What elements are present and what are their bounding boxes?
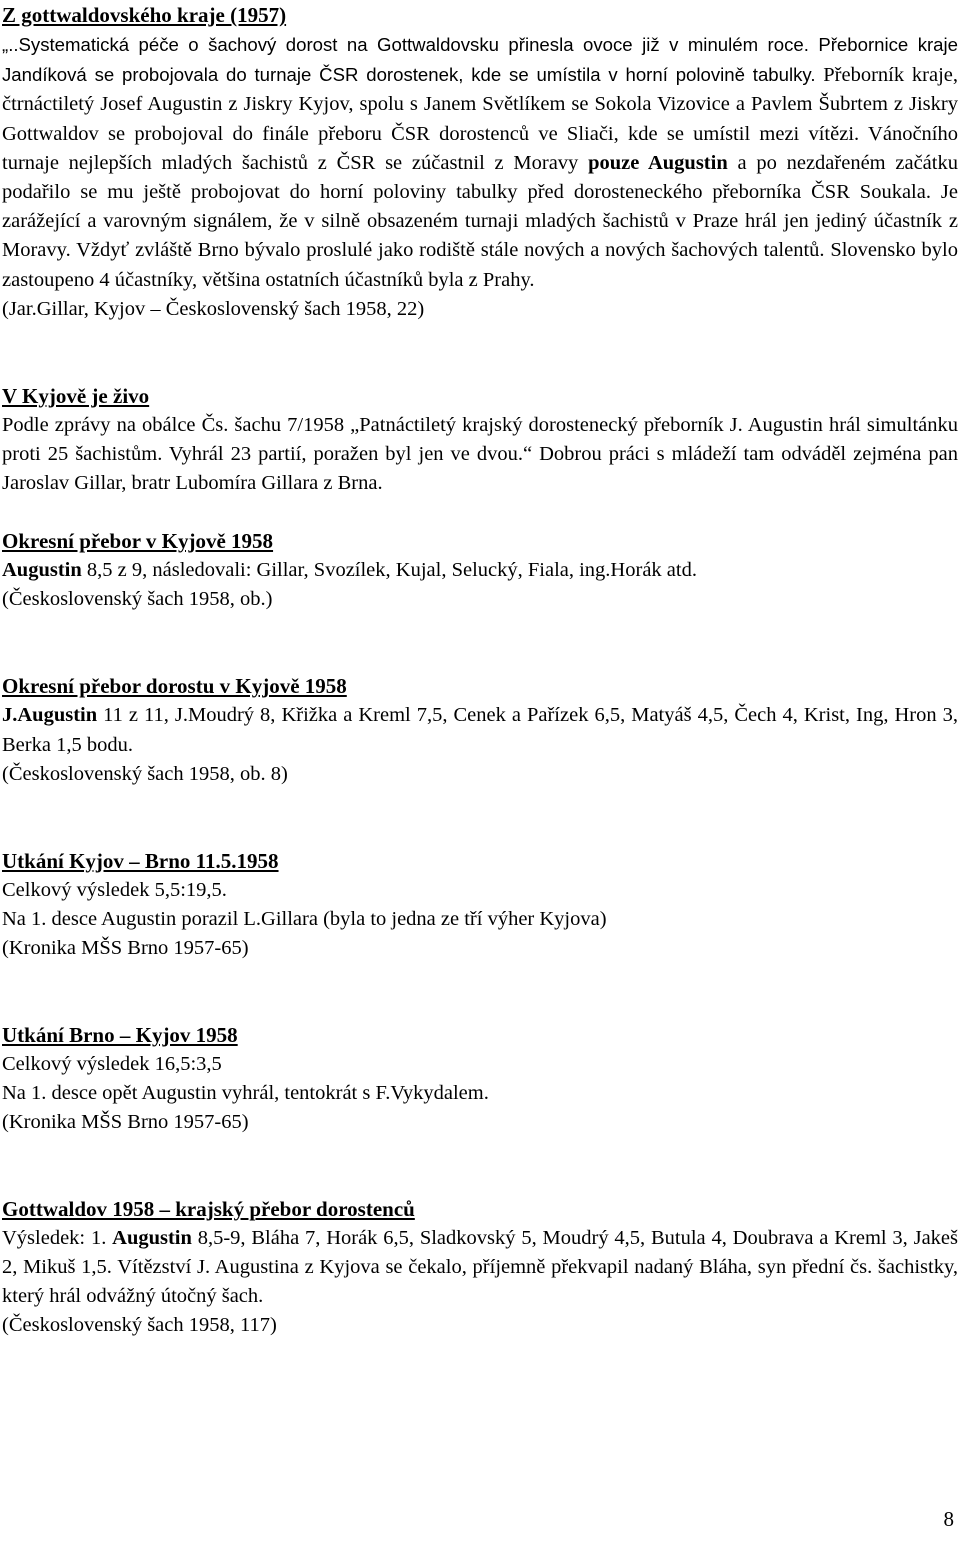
winner-name: Augustin [2, 559, 82, 582]
result-line: Na 1. desce opět Augustin vyhrál, tentokrát s F.Vykydalem. [2, 1081, 489, 1104]
paragraph-text: Je zarážející a varovným signálem, že v silně obsazeném turnaji mladých šachistů v Praze hrál jen jediný účastník z Moravy. Vždyť zvláště Brno bývalo proslulé jako rodiště stále nových a nových šachových talentů. Slovensko bylo zastoupeno 4 účastníky, většina ostatních účastníků byla z Prahy. [2, 181, 958, 291]
paragraph-text: Vánočního turnaje nejlepších mladých šachistů z ČSR se zúčastnil z Moravy [2, 122, 958, 174]
result-line: Celkový výsledek 5,5:19,5. [2, 878, 227, 901]
source-citation: (Československý šach 1958, ob.) [2, 588, 273, 611]
section-title: Okresní přebor dorostu v Kyjově 1958 [2, 674, 347, 699]
spacer [2, 614, 958, 672]
spacer [2, 963, 958, 1021]
section-title: Utkání Brno – Kyjov 1958 [2, 1022, 238, 1047]
spacer [2, 324, 958, 382]
section-okresni-prebor [2, 527, 958, 614]
section-kyjov-brno [2, 847, 958, 963]
result-text: 8,5-9, Bláha 7, Horák 6,5, Sladkovský 5, Moudrý 4,5, Butula 4, Doubrava a Kreml 3, Jakeš 2, Mikuš 1,5. Vítězství J. Augustina z Kyjova se čekalo, příjemně překvapil nadaný Bláha, syn přední čs. šachistky, který hrál odvážný útočný šach. [2, 1226, 958, 1308]
paragraph-text: Přeborník kraje, čtrnáctiletý Josef Augustin z Jiskry Kyjov, spolu s Janem Světlíkem se Sokola Vizovice a Pavlem Šubrtem z Jiskry Gottwaldov se probojoval do finále přeboru ČSR dorostenců ve Sliači, kde se umístil mezi vítězi. [2, 64, 959, 145]
section-brno-kyjov [2, 1021, 958, 1137]
winner-name: Augustin [112, 1226, 192, 1249]
result-paragraph [2, 1224, 958, 1312]
result-line [2, 556, 958, 585]
section-title: Gottwaldov 1958 – krajský přebor dorostenců [2, 1196, 415, 1221]
section-okresni-prebor-dorostu [2, 672, 958, 788]
paragraph-text: a po nezdařeném začátku podařilo se mu ještě probojovat do horní poloviny tabulky před dorosteneckého přeborníka ČSR Soukala. [2, 151, 958, 204]
paragraph-bold-text: pouze Augustin [588, 151, 728, 174]
source-citation: (Kronika MŠS Brno 1957-65) [2, 936, 249, 959]
section-title: Z gottwaldovského kraje (1957) [2, 3, 287, 27]
source-citation: (Československý šach 1958, ob. 8) [2, 762, 288, 785]
source-citation: (Kronika MŠS Brno 1957-65) [2, 1110, 249, 1133]
section-gottwaldov-1958 [2, 1195, 958, 1341]
result-paragraph [2, 701, 958, 759]
result-text: 11 z 11, J.Moudrý 8, Křižka a Kreml 7,5, Cenek a Pařízek 6,5, Matyáš 4,5, Čech 4, Krist, Ing, Hron 3, Berka 1,5 bodu. [2, 704, 958, 756]
spacer [2, 498, 958, 527]
page-number: 8 [943, 1507, 954, 1531]
result-prefix: Výsledek: 1. [2, 1226, 113, 1249]
result-line: Na 1. desce Augustin porazil L.Gillara (byla to jedna ze tří výher Kyjova) [2, 907, 607, 930]
result-text: 8,5 z 9, následovali: Gillar, Svozílek, Kujal, Selucký, Fiala, ing.Horák atd. [81, 559, 697, 582]
section-paragraph [2, 30, 958, 295]
spacer [2, 1137, 958, 1195]
winner-name: J.Augustin [2, 704, 98, 727]
paragraph-text-sans: „..Systematická péče o šachový dorost na Gottwaldovsku přinesla ovoce již v minulém roce. Přebornice kraje Jandíková se probojovala do turnaje ČSR dorostenek, kde se umístila v horní polovině tabulky. [2, 34, 958, 86]
section-title: Utkání Kyjov – Brno 11.5.1958 [2, 848, 279, 873]
section-title: Okresní přebor v Kyjově 1958 [2, 529, 274, 554]
section-title: V Kyjově je živo [2, 383, 150, 408]
result-line: Celkový výsledek 16,5:3,5 [2, 1052, 222, 1075]
source-citation: (Jar.Gillar, Kyjov – Československý šach 1958, 22) [2, 297, 425, 320]
spacer [2, 789, 958, 847]
source-citation: (Československý šach 1958, 117) [2, 1314, 277, 1337]
section-gottwaldov-1957 [2, 1, 958, 324]
section-kyjov-zivo [2, 382, 958, 499]
section-paragraph: Podle zprávy na obálce Čs. šachu 7/1958 „Patnáctiletý krajský dorostenecký přeborník J. Augustin hrál simultánku proti 25 šachistům. Vyhrál 23 partií, poražen byl jen ve dvou.“ Dobrou práci s mládeží tam odváděl zejména pan Jaroslav Gillar, bratr Lubomíra Gillara z Brna. [2, 413, 958, 495]
